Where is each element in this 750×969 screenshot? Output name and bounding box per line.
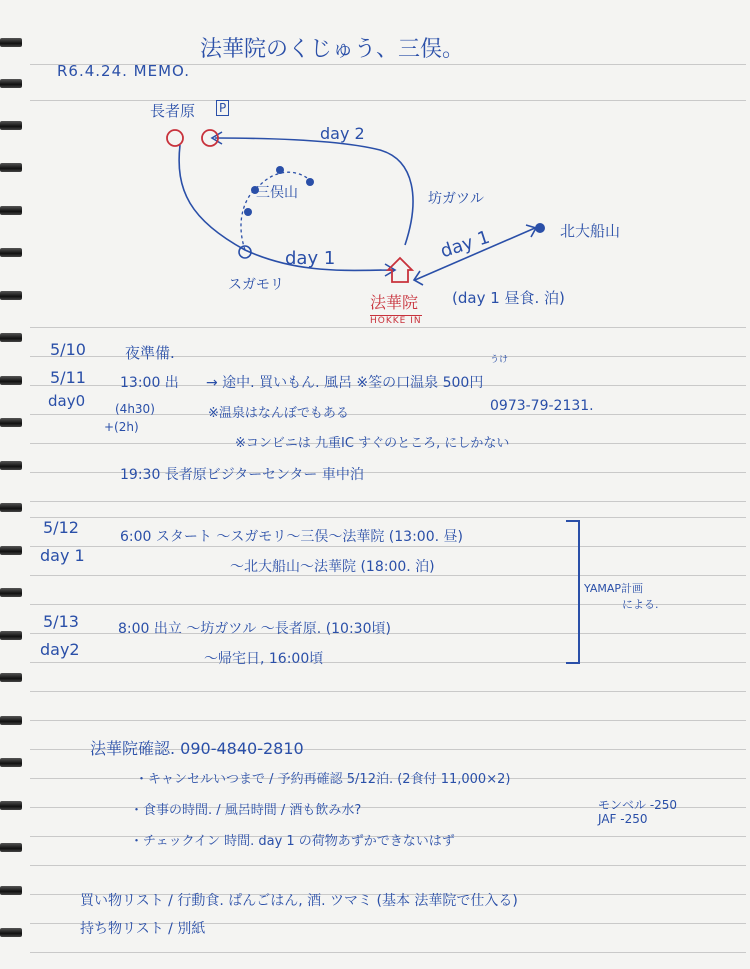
rule-line (30, 865, 746, 866)
spiral-ring (0, 38, 22, 47)
peak-marker-icon (276, 166, 284, 174)
spiral-ring (0, 121, 22, 130)
schedule-note: ※温泉はなんぼでもある (208, 406, 349, 421)
spiral-ring (0, 631, 22, 640)
schedule-item: 夜準備. (125, 344, 175, 362)
spiral-ring (0, 588, 22, 597)
schedule-line: 6:00 スタート ～スガモリ～三俣～法華院 (13:00. 昼) (120, 529, 463, 545)
map-label-kitataisen: 北大船山 (560, 222, 621, 240)
spiral-ring (0, 376, 22, 385)
ruby-text: うけ (490, 355, 509, 365)
date-may-13: 5/13 (43, 612, 79, 631)
yamap-note: による. (622, 598, 659, 611)
spiral-ring (0, 886, 22, 895)
peak-marker-icon (306, 178, 314, 186)
spiral-ring (0, 758, 22, 767)
spiral-ring (0, 291, 22, 300)
parking-icon: P (216, 100, 229, 116)
rule-line (30, 720, 746, 721)
duration-extra: +(2h) (104, 420, 139, 434)
discount-note: モンベル -250 (598, 798, 678, 812)
spiral-ring (0, 843, 22, 852)
spiral-ring (0, 503, 22, 512)
day-label-day0: day0 (48, 392, 86, 410)
spiral-ring (0, 418, 22, 427)
spiral-ring (0, 79, 22, 88)
schedule-line: 8:00 出立 ～坊ガツル ～長者原. (10:30頃) (118, 621, 391, 637)
peak-marker-icon (244, 208, 252, 216)
packing-list: 持ち物リスト / 別紙 (80, 921, 206, 937)
confirm-item: ・チェックイン 時間. day 1 の荷物あずかできないはず (130, 834, 455, 849)
schedule-line: ～北大船山～法華院 (18:00. 泊) (230, 559, 435, 575)
schedule-time: 13:00 出 (120, 375, 179, 391)
confirm-heading: 法華院確認. 090-4840-2810 (90, 739, 304, 758)
map-label-hokkein: 法華院 (370, 293, 419, 312)
spiral-ring (0, 673, 22, 682)
rule-line (30, 662, 746, 663)
bracket (566, 520, 580, 664)
map-label-day1-left: day 1 (285, 248, 336, 269)
map-label-nagasakibaru: 長者原 (150, 102, 196, 120)
confirm-item: ・食事の時間. / 風呂時間 / 酒も飲み水? (130, 803, 362, 818)
rule-line (30, 501, 746, 502)
day-label-day2: day2 (40, 640, 80, 659)
rule-line (30, 691, 746, 692)
shopping-list: 買い物リスト / 行動食. ぱんごはん, 酒. ツマミ (基本 法華院で仕入る) (80, 893, 518, 909)
map-label-bougatsuru: 坊ガツル (428, 191, 484, 207)
spiral-ring (0, 716, 22, 725)
schedule-plan: → 途中. 買いもん. 風呂 ※筌の口温泉 500円 (206, 375, 484, 391)
date-may-10: 5/10 (50, 340, 86, 359)
day-label-day1: day 1 (40, 546, 85, 565)
rule-line (30, 517, 746, 518)
route-path-day2 (215, 138, 413, 245)
rule-line (30, 952, 746, 953)
spiral-ring (0, 333, 22, 342)
spiral-ring (0, 801, 22, 810)
page-title: 法華院のくじゅう、三俣。 (200, 37, 465, 62)
schedule-line: ～帰宅日, 16:00頃 (204, 651, 324, 667)
yamap-note: YAMAP計画 (584, 582, 644, 595)
map-label-day1-right: day 1 (437, 226, 493, 263)
duration-note: (4h30) (115, 402, 155, 416)
map-label-mimata: 三俣山 (256, 185, 298, 201)
date-may-12: 5/12 (43, 518, 79, 537)
spiral-ring (0, 461, 22, 470)
spiral-ring (0, 248, 22, 257)
bus-stop-icon (167, 130, 183, 146)
kitataisen-marker-icon (535, 223, 545, 233)
spiral-ring (0, 546, 22, 555)
schedule-night: 19:30 長者原ビジターセンター 車中泊 (120, 467, 364, 483)
schedule-note: ※コンビニは 九重IC すぐのところ, にしかない (235, 436, 510, 451)
map-label-sugamori: スガモリ (228, 277, 284, 293)
onsen-phone: 0973-79-2131. (490, 398, 594, 414)
hokkein-house-icon (388, 258, 412, 282)
map-label-hokkein-romaji: HOKKE IN (370, 316, 422, 326)
spiral-ring (0, 163, 22, 172)
spiral-ring (0, 928, 22, 937)
spiral-ring (0, 206, 22, 215)
date-may-11: 5/11 (50, 368, 86, 387)
rule-line (30, 546, 746, 547)
map-label-day2: day 2 (320, 124, 365, 143)
discount-note: JAF -250 (598, 812, 648, 826)
rule-line (30, 327, 746, 328)
memo-date: R6.4.24. MEMO. (57, 62, 190, 80)
map-label-hokkein-note: (day 1 昼食. 泊) (452, 289, 565, 307)
confirm-item: ・キャンセルいつまで / 予約再確認 5/12泊. (2食付 11,000×2) (135, 772, 511, 787)
